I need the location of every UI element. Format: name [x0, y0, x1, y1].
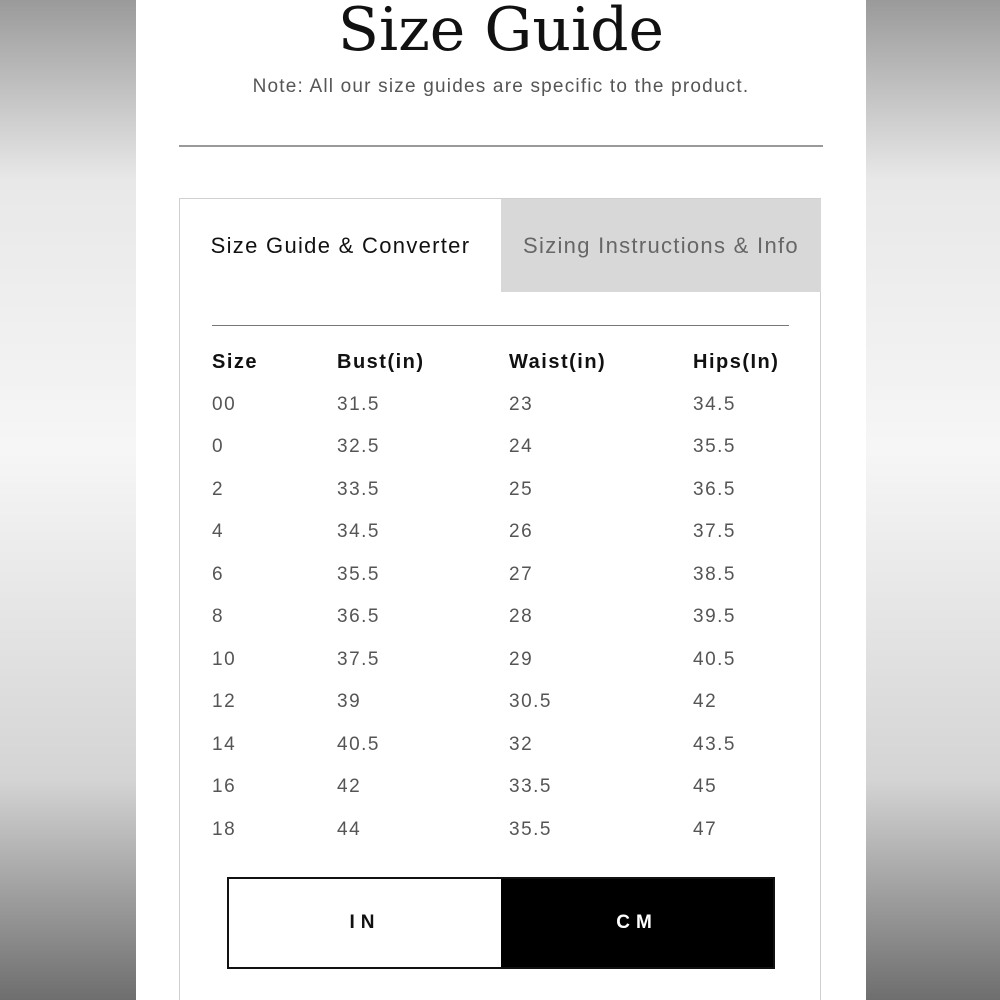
cell-bust: 37.5: [337, 648, 380, 670]
table-row: [212, 812, 812, 855]
cell-waist: 30.5: [509, 691, 552, 712]
cell-bust: 34.5: [337, 521, 380, 542]
cell-waist: 23: [509, 393, 534, 415]
table-divider: [212, 325, 789, 326]
cell-waist: 35.5: [509, 818, 552, 840]
table-row: [212, 387, 812, 430]
table-row: [212, 429, 812, 472]
cell-bust: 35.5: [337, 563, 380, 585]
cell-bust: 31.5: [337, 393, 380, 415]
cell-hips: 37.5: [693, 521, 736, 542]
cell-size: 16: [212, 776, 237, 797]
header-waist: Waist(in): [509, 351, 607, 373]
tab-sizing-instructions-info[interactable]: Sizing Instructions & Info: [501, 199, 821, 292]
cell-size: 6: [212, 563, 225, 585]
cell-waist: 32: [509, 733, 534, 755]
header-bust: Bust(in): [337, 351, 425, 373]
table-row: [212, 557, 812, 600]
cell-size: 8: [212, 606, 225, 627]
cell-waist: 25: [509, 478, 534, 500]
cell-size: 00: [212, 393, 237, 415]
size-guide-page: [136, 0, 866, 1000]
cell-hips: 38.5: [693, 563, 736, 585]
cell-hips: 45: [693, 776, 718, 797]
cell-size: 14: [212, 733, 237, 755]
cell-waist: 27: [509, 563, 534, 585]
tab-size-guide-converter[interactable]: Size Guide & Converter: [180, 199, 501, 292]
page-note: Note: All our size guides are specific to the product.: [252, 76, 750, 97]
cell-size: 18: [212, 818, 237, 840]
cell-hips: 35.5: [693, 436, 736, 457]
table-header-row: [212, 344, 812, 387]
cell-hips: 43.5: [693, 733, 736, 755]
cell-size: 12: [212, 691, 237, 712]
table-row: [212, 769, 812, 812]
cell-size: 4: [212, 521, 225, 542]
divider: [179, 145, 823, 147]
table-row: [212, 684, 812, 727]
table-row: [212, 727, 812, 770]
cell-bust: 42: [337, 776, 362, 797]
cell-waist: 29: [509, 648, 534, 670]
cell-bust: 39: [337, 691, 362, 712]
cell-hips: 42: [693, 691, 718, 712]
cell-hips: 36.5: [693, 478, 736, 500]
header-size: Size: [212, 351, 259, 373]
cell-hips: 39.5: [693, 606, 736, 627]
cell-size: 2: [212, 478, 225, 500]
size-guide-card: [179, 198, 821, 1000]
cell-hips: 47: [693, 818, 718, 840]
page-title: Size Guide: [337, 0, 665, 65]
cell-waist: 28: [509, 606, 534, 627]
cell-waist: 33.5: [509, 776, 552, 797]
table-row: [212, 642, 812, 685]
cell-waist: 26: [509, 521, 534, 542]
table-row: [212, 599, 812, 642]
unit-cm-button[interactable]: CM: [501, 879, 773, 967]
cell-bust: 32.5: [337, 436, 380, 457]
unit-toggle: [227, 877, 775, 969]
cell-size: 0: [212, 436, 225, 457]
header-hips: Hips(In): [693, 351, 780, 373]
table-row: [212, 472, 812, 515]
cell-bust: 36.5: [337, 606, 380, 627]
cell-bust: 33.5: [337, 478, 380, 500]
cell-bust: 40.5: [337, 733, 380, 755]
cell-size: 10: [212, 648, 237, 670]
unit-in-button[interactable]: IN: [229, 879, 501, 967]
table-row: [212, 514, 812, 557]
size-table: [212, 344, 812, 854]
cell-hips: 40.5: [693, 648, 736, 670]
cell-hips: 34.5: [693, 393, 736, 415]
cell-bust: 44: [337, 818, 362, 840]
cell-waist: 24: [509, 436, 534, 457]
